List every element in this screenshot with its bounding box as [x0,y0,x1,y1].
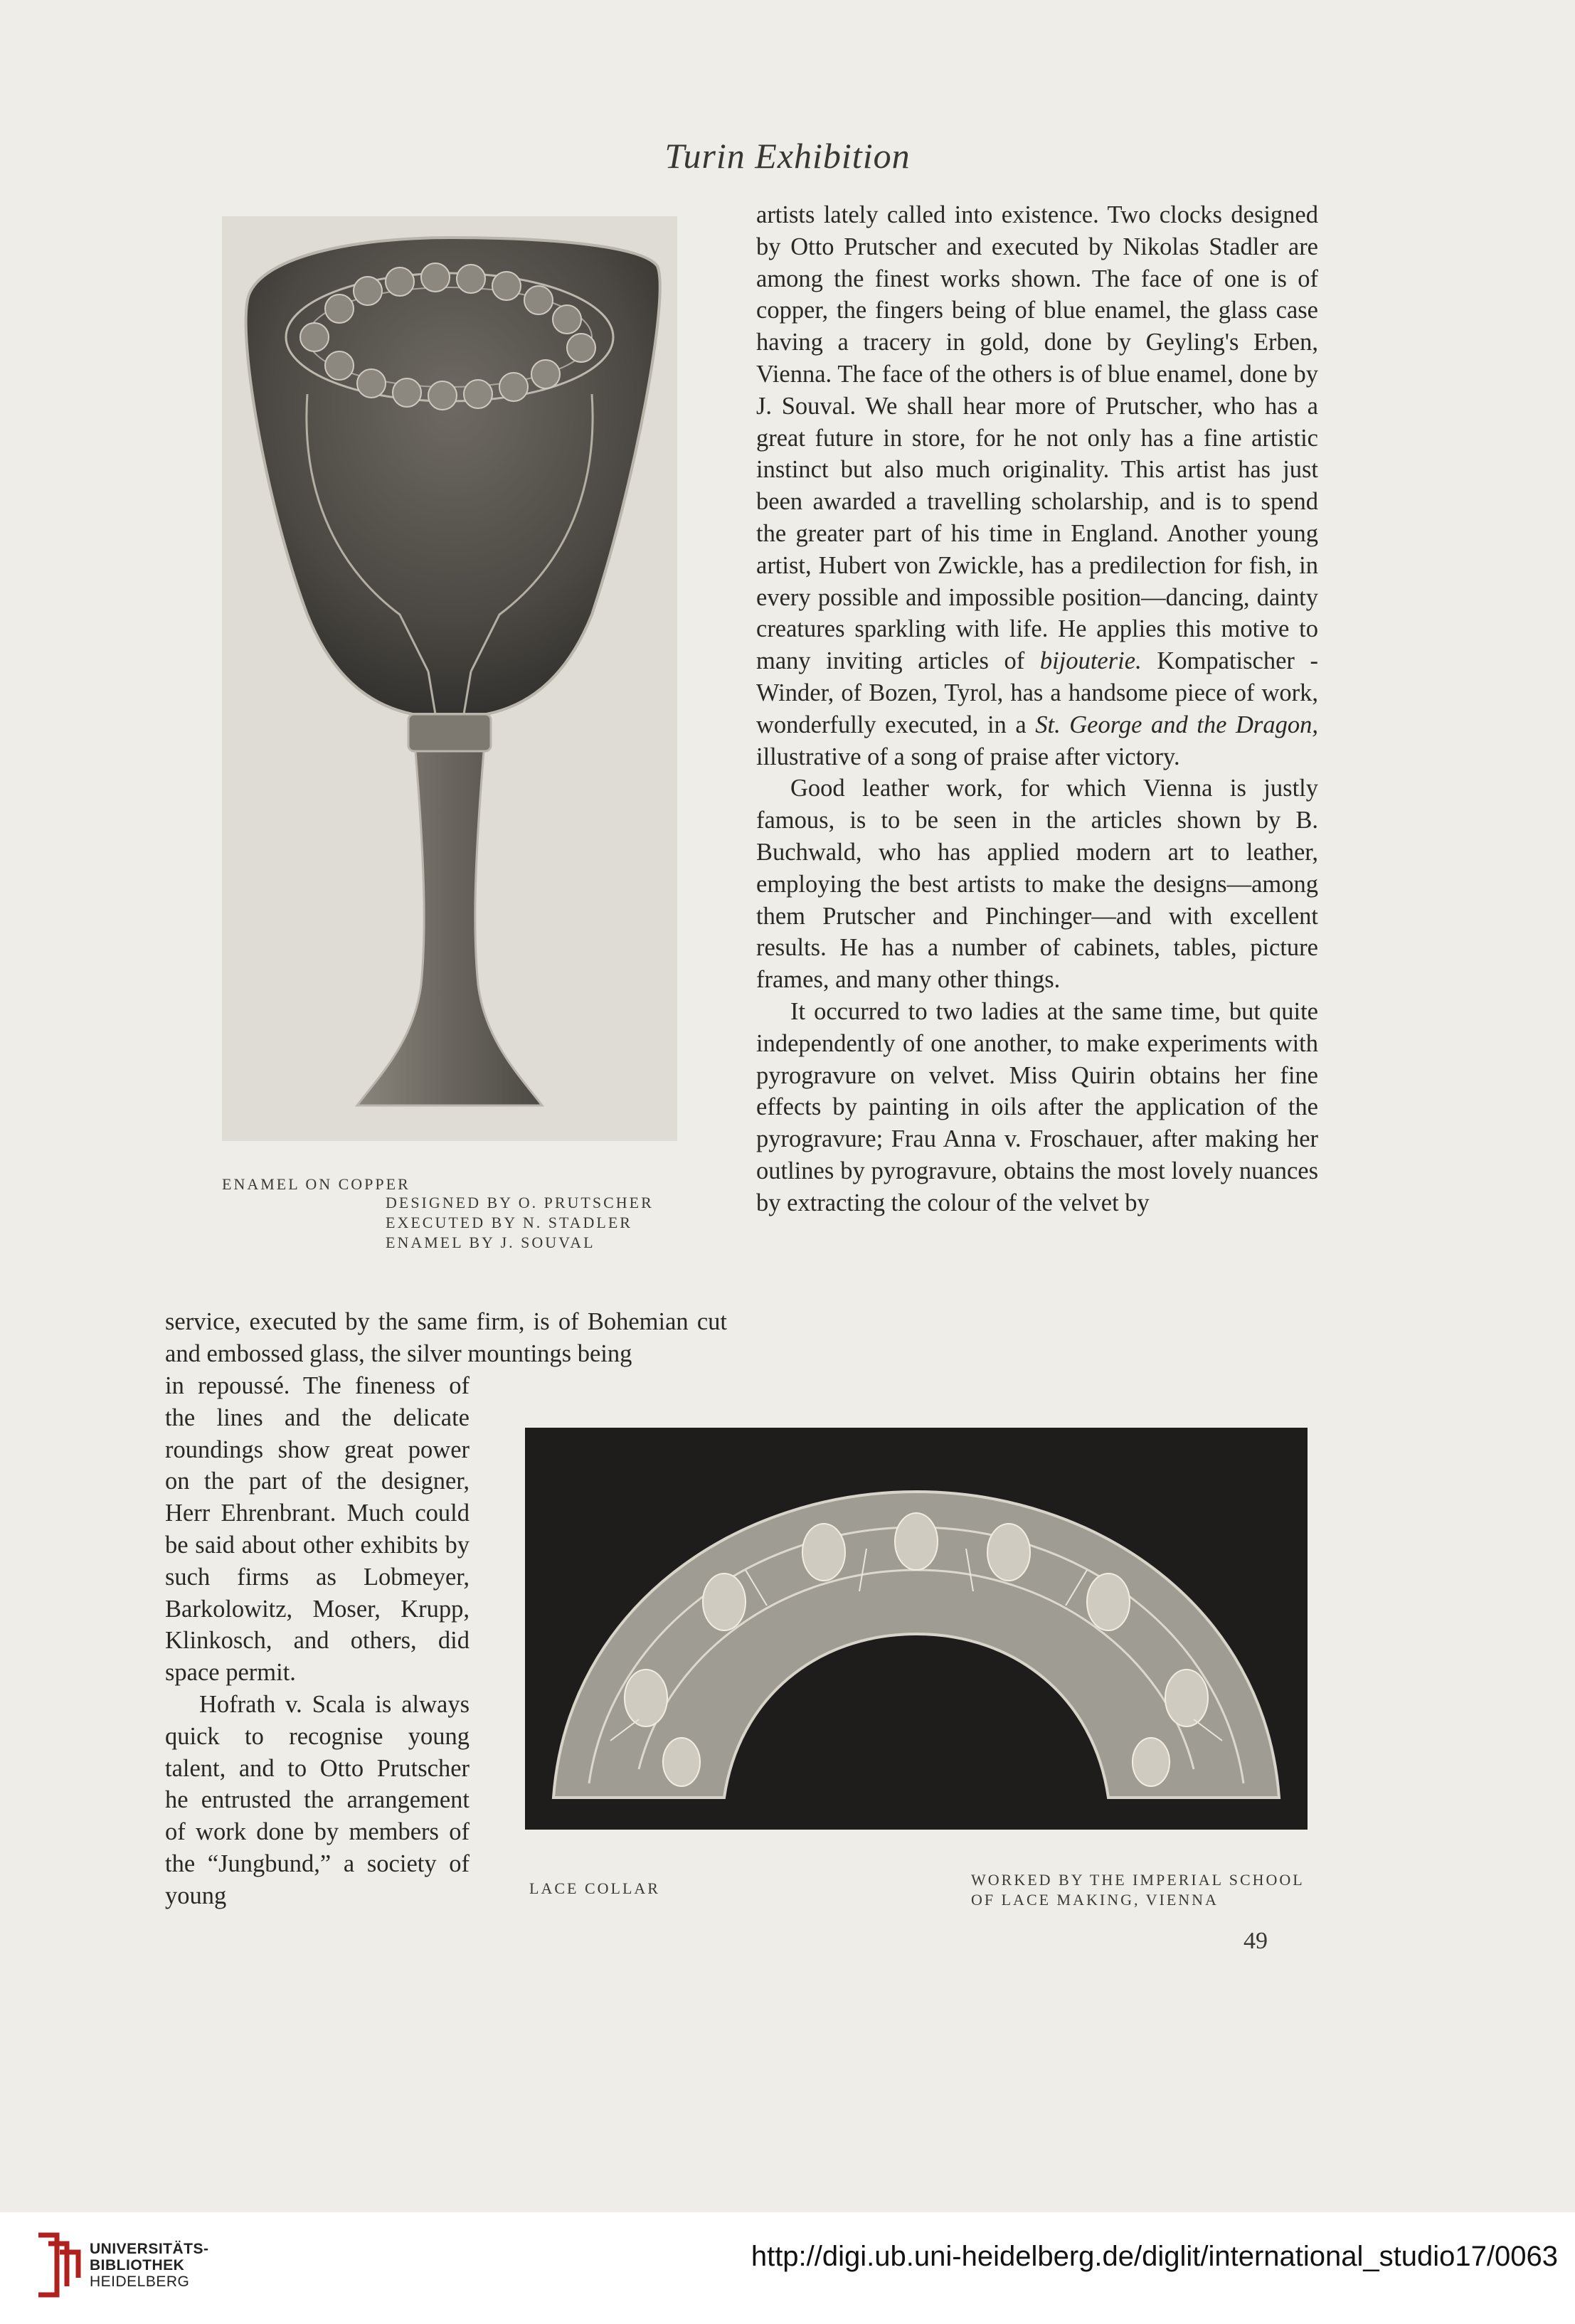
paragraph: in repoussé. The fineness of the lines and the delicate roundings show great power on the part of the designer, Herr Ehrenbrant. Much could be said about other exhibits by such firms as Lobmeyer, Barkolowitz, Moser, Krupp, Klinkosch, and others, did space permit. [165,1372,470,1687]
library-name-line: BIBLIOTHEK [90,2257,185,2273]
figure-credit-line: EXECUTED BY N. STADLER [386,1214,632,1231]
library-name-line: HEIDELBERG [90,2273,190,2290]
paragraph: service, executed by the same firm, is of Bohemian cut and embossed glass, the silver mountings being [165,1308,727,1367]
left-text-wide [165,1306,727,1370]
lace-collar-illustration [525,1428,1308,1830]
running-title: Turin Exhibition [664,136,911,176]
paragraph [756,199,1318,773]
text-run: artists lately called into existence. Two clocks designed by Otto Prutscher and executed by Nikolas Stadler are among the finest works shown. The face of one is of copper, the fingers being of blue enamel, the glass case having a tracery in gold, done by Geyling's Erben, Vienna. The face of the others is of blue enamel, done by J. Souval. We shall hear more of Prutscher, who has a great future in store, for he not only has a fine artistic instinct but also much originality. This artist has just been awarded a travelling scholarship, and is to spend the greater part of his time in England. Another young artist, Hubert von Zwickle, has a predilection for fish, in every possible and impossible position—dancing, dainty creatures sparkling with life. He applies this motive to many inviting articles of [756,201,1318,675]
page-number: 49 [1243,1928,1268,1954]
figure-credit-line: WORKED BY THE IMPERIAL SCHOOL [971,1871,1305,1889]
right-text-column [756,199,1318,1219]
text-run: Kompatischer - Winder, of Bozen, Tyrol, has a handsome piece of work, wonderfully executed, in a [756,647,1319,738]
paragraph: Good leather work, for which Vienna is justly famous, is to be seen in the articles shown by B. Buchwald, who has applied modern art to leather, employing the best artists to make the designs—among them Prutscher and Pinchinger—and with excellent results. He has a number of cabinets, tables, picture frames, and many other things. [756,775,1318,994]
hand-mirror-illustration [222,216,677,1141]
paragraph: It occurred to two ladies at the same time, but quite independently of one another, to make experiments with pyrogravure on velvet. Miss Quirin obtains her fine effects by painting in oils after the application of the pyrogravure; Frau Anna v. Froschauer, after making her outlines by pyrogravure, obtains the most lovely nuances by extracting the colour of the velvet by [756,997,1318,1216]
paragraph: Hofrath v. Scala is always quick to recognise young talent, and to Otto Prutscher he entrusted the arrangement of work done by members of the “Jungbund,” a society of young [165,1690,470,1909]
italic-run: bijouterie. [1039,647,1142,675]
source-url: http://digi.ub.uni-heidelberg.de/diglit/international_studio17/0063 [751,2241,1558,2272]
library-name [90,2241,209,2290]
figure-credit-line: ENAMEL BY J. SOUVAL [386,1233,595,1251]
library-name-line: UNIVERSITÄTS- [90,2241,209,2257]
figure-credit-line: OF LACE MAKING, VIENNA [971,1891,1219,1909]
italic-run: St. George and the Dragon, [1035,711,1318,738]
text-run: illustrative of a song of praise after victory. [756,743,1180,770]
figure-credit-line: DESIGNED BY O. PRUTSCHER [386,1194,654,1211]
left-text-narrow [165,1370,470,1912]
library-logo-icon [36,2229,83,2301]
figure-caption-lace: LACE COLLAR [529,1879,660,1897]
figure-caption-enamel: ENAMEL ON COPPER [222,1175,410,1193]
